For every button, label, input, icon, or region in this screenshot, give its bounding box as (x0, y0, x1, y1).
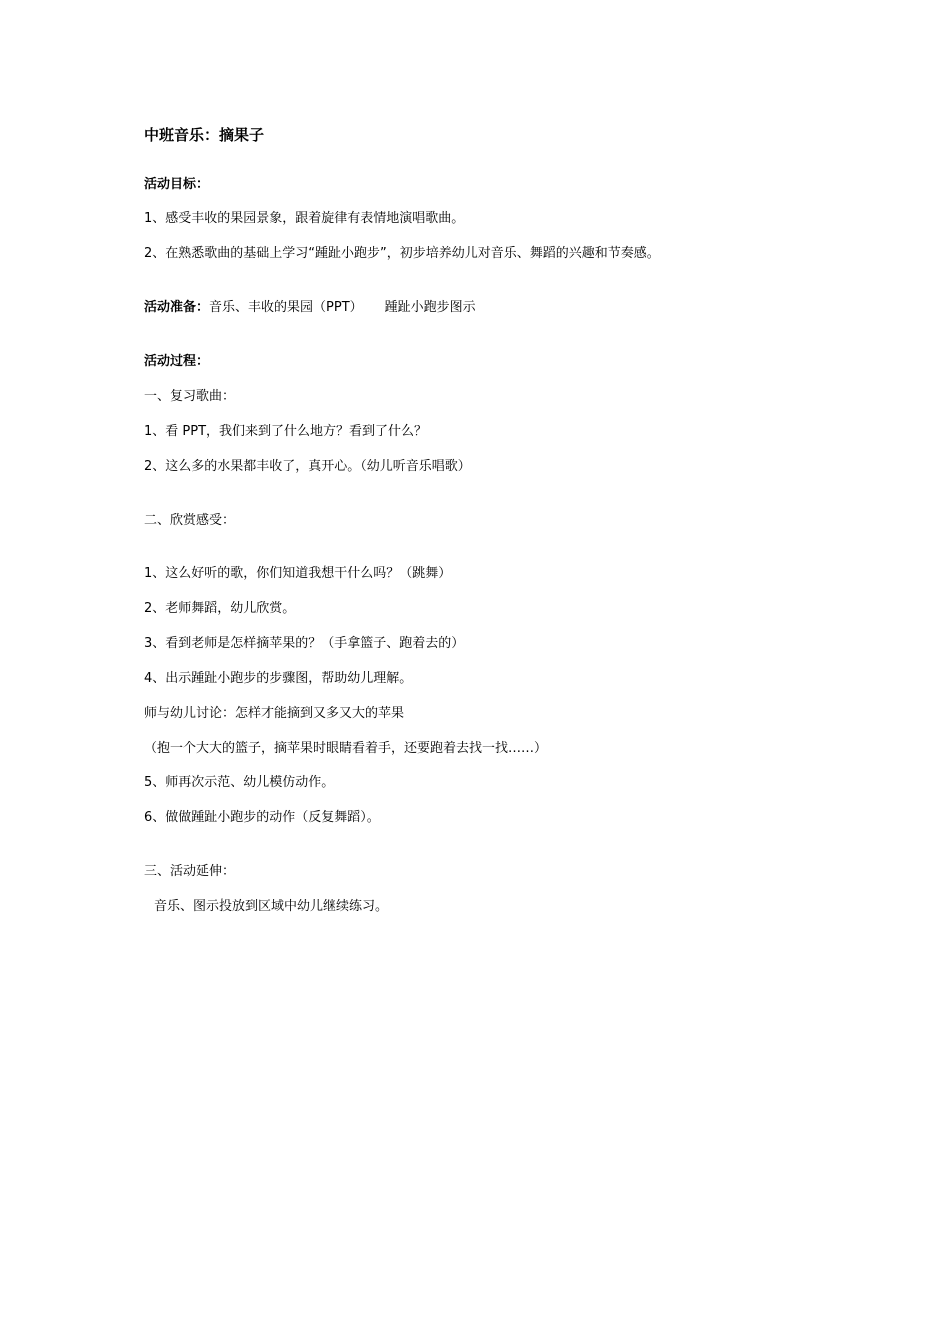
part2-item: 3、看到老师是怎样摘苹果的？（手拿篮子、跑着去的） (144, 636, 465, 651)
part1-item: 2、这么多的水果都丰收了，真开心。（幼儿听音乐唱歌） (144, 459, 471, 474)
part1-item: 1、看 PPT，我们来到了什么地方？看到了什么？ (144, 424, 428, 439)
preparation-line (144, 299, 476, 317)
preparation-text-a: 音乐、丰收的果园（PPT） (209, 300, 363, 315)
preparation-heading: 活动准备： (144, 300, 210, 315)
part2-item: 2、老师舞蹈，幼儿欣赏。 (144, 601, 296, 616)
part2-item: 4、出示踵趾小跑步的步骤图，帮助幼儿理解。 (144, 671, 413, 686)
goal-item: 1、感受丰收的果园景象，跟着旋律有表情地演唱歌曲。 (144, 211, 465, 226)
part1-heading: 一、复习歌曲： (144, 389, 236, 404)
preparation-text-b: 踵趾小跑步图示 (384, 300, 476, 315)
part2-item: 6、做做踵趾小跑步的动作（反复舞蹈）。 (144, 810, 380, 825)
part2-item: 5、师再次示范、幼儿模仿动作。 (144, 775, 335, 790)
document-title: 中班音乐：摘果子 (144, 126, 265, 144)
part3-heading: 三、活动延伸： (144, 864, 236, 879)
process-heading: 活动过程： (144, 354, 210, 369)
part2-heading: 二、欣赏感受： (144, 513, 236, 528)
goal-item: 2、在熟悉歌曲的基础上学习“踵趾小跑步”，初步培养幼儿对音乐、舞蹈的兴趣和节奏感。 (144, 246, 660, 261)
part3-item: 音乐、图示投放到区域中幼儿继续练习。 (154, 899, 389, 914)
part2-item: （抱一个大大的篮子，摘苹果时眼睛看着手，还要跑着去找一找……） (144, 741, 548, 756)
part2-item: 1、这么好听的歌，你们知道我想干什么吗？（跳舞） (144, 566, 452, 581)
goals-heading: 活动目标： (144, 177, 210, 192)
part2-item: 师与幼儿讨论：怎样才能摘到又多又大的苹果 (144, 706, 405, 721)
